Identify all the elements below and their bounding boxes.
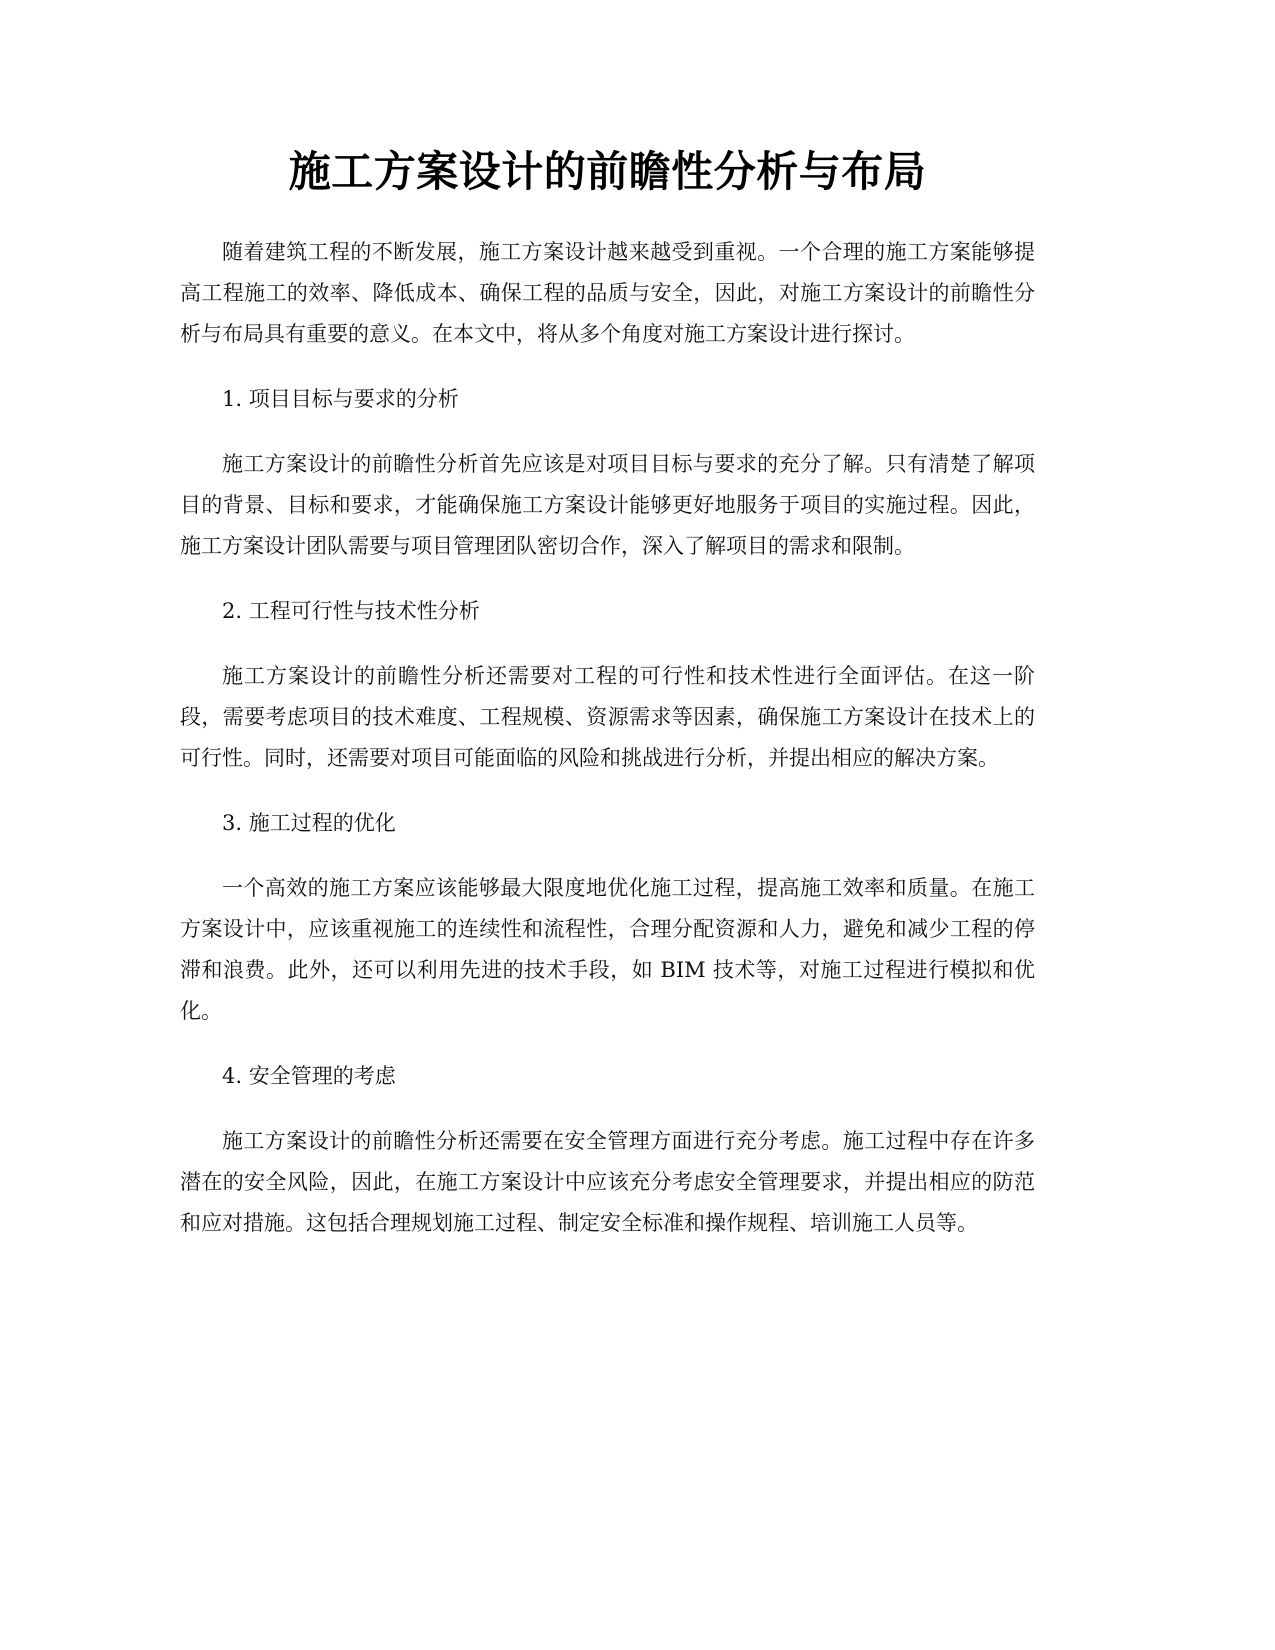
spacer	[180, 844, 1035, 868]
document-content	[180, 140, 1035, 1244]
section-heading-3: 3. 施工过程的优化	[222, 811, 396, 835]
spacer	[180, 632, 1035, 656]
spacer	[180, 779, 1035, 803]
spacer	[180, 355, 1035, 379]
intro-paragraph: 随着建筑工程的不断发展，施工方案设计越来越受到重视。一个合理的施工方案能够提高工程施工的效率、降低成本、确保工程的品质与安全，因此，对施工方案设计的前瞻性分析与布局具有重要的意义。在本文中，将从多个角度对施工方案设计进行探讨。	[180, 240, 1035, 346]
section-body-3: 一个高效的施工方案应该能够最大限度地优化施工过程，提高施工效率和质量。在施工方案设计中，应该重视施工的连续性和流程性，合理分配资源和人力，避免和减少工程的停滞和浪费。此外，还可以利用先进的技术手段，如 BIM 技术等，对施工过程进行模拟和优化。	[180, 876, 1035, 1023]
spacer	[180, 1032, 1035, 1056]
spacer	[180, 420, 1035, 444]
section-body-4: 施工方案设计的前瞻性分析还需要在安全管理方面进行充分考虑。施工过程中存在许多潜在的安全风险，因此，在施工方案设计中应该充分考虑安全管理要求，并提出相应的防范和应对措施。这包括合理规划施工过程、制定安全标准和操作规程、培训施工人员等。	[180, 1129, 1035, 1235]
section-heading-2: 2. 工程可行性与技术性分析	[222, 599, 480, 623]
spacer	[180, 567, 1035, 591]
section-heading-1: 1. 项目目标与要求的分析	[222, 387, 459, 411]
section-body-1: 施工方案设计的前瞻性分析首先应该是对项目目标与要求的充分了解。只有清楚了解项目的背景、目标和要求，才能确保施工方案设计能够更好地服务于项目的实施过程。因此，施工方案设计团队需要与项目管理团队密切合作，深入了解项目的需求和限制。	[180, 452, 1035, 558]
document-title: 施工方案设计的前瞻性分析与布局	[288, 147, 927, 196]
spacer	[180, 204, 1035, 232]
spacer	[180, 1097, 1035, 1121]
section-heading-4: 4. 安全管理的考虑	[222, 1064, 396, 1088]
section-body-2: 施工方案设计的前瞻性分析还需要对工程的可行性和技术性进行全面评估。在这一阶段，需要考虑项目的技术难度、工程规模、资源需求等因素，确保施工方案设计在技术上的可行性。同时，还需要对项目可能面临的风险和挑战进行分析，并提出相应的解决方案。	[180, 664, 1035, 770]
